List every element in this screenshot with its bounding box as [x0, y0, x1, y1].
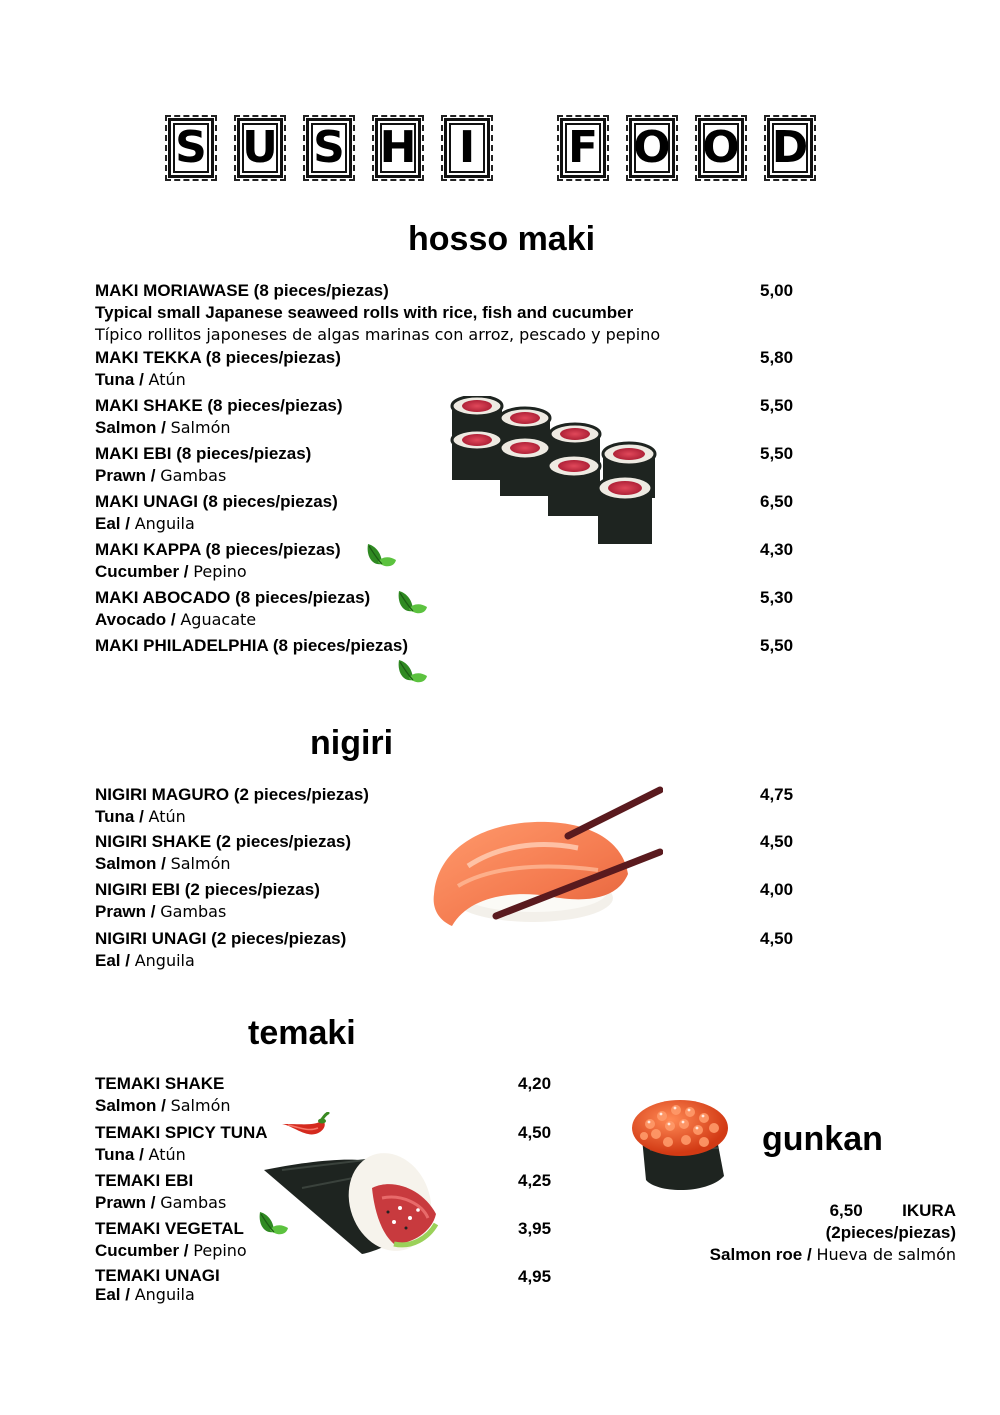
title-letter: D [767, 118, 813, 178]
item-name: TEMAKI EBI [95, 1171, 194, 1190]
item-price: 4,30 [760, 540, 794, 559]
item-price: 5,00 [760, 281, 794, 300]
maki-rolls-image [448, 396, 663, 556]
item-desc-es: Salmón [170, 1096, 231, 1115]
section-heading-temaki: temaki [248, 1014, 356, 1052]
item-price: 6,50 [760, 492, 794, 511]
nigiri-chopsticks-image [428, 786, 663, 931]
item-desc-es: Típico rollitos japoneses de algas marinas con arroz, pescado y pepino [95, 325, 661, 344]
item-price: 4,50 [760, 929, 794, 948]
item-desc-en: Salmon / [95, 854, 166, 873]
item-desc-es: Anguila [134, 514, 195, 533]
title-letter: O [698, 118, 744, 178]
item-name: NIGIRI EBI (2 pieces/piezas) [95, 880, 320, 899]
item-price: 5,50 [760, 444, 794, 463]
menu-item [95, 347, 815, 391]
item-name: NIGIRI SHAKE (2 pieces/piezas) [95, 832, 352, 851]
item-price: 5,50 [760, 636, 794, 655]
item-name: MAKI ABOCADO (8 pieces/piezas) [95, 588, 371, 607]
item-desc-en: Salmon roe / [709, 1245, 812, 1264]
item-name: TEMAKI VEGETAL [95, 1219, 244, 1238]
vegetarian-leaf-icon [395, 656, 429, 686]
title-letter: I [444, 118, 490, 178]
item-desc-es: Gambas [160, 466, 227, 485]
item-price: 5,80 [760, 348, 794, 367]
item-desc-es: Pepino [193, 562, 247, 581]
menu-item [95, 587, 815, 631]
item-name: TEMAKI SHAKE [95, 1074, 225, 1093]
menu-item [95, 1073, 555, 1117]
item-desc-en: Prawn / [95, 902, 156, 921]
item-price: 4,20 [518, 1074, 552, 1093]
item-name: MAKI MORIAWASE (8 pieces/piezas) [95, 281, 389, 300]
item-price: 4,95 [518, 1267, 552, 1286]
item-price: 6,50 [829, 1201, 863, 1220]
item-name: MAKI TEKKA (8 pieces/piezas) [95, 348, 341, 367]
item-desc-es: Gambas [160, 902, 227, 921]
item-desc-en: Salmon / [95, 1096, 166, 1115]
item-desc-en: Cucumber / [95, 562, 189, 581]
gunkan-ikura-image [628, 1094, 730, 1194]
item-desc-es: Hueva de salmón [816, 1245, 956, 1264]
title-letter: F [560, 118, 606, 178]
item-desc-en: Typical small Japanese seaweed rolls with rice, fish and cucumber [95, 303, 634, 322]
item-desc-en: Eal / [95, 514, 130, 533]
item-desc-es: Pepino [193, 1241, 247, 1260]
gunkan-item [710, 1200, 956, 1266]
menu-item [95, 928, 815, 972]
section-heading-nigiri: nigiri [310, 724, 394, 762]
item-pieces: (2pieces/piezas) [825, 1223, 956, 1242]
item-desc-en: Cucumber / [95, 1241, 189, 1260]
title-letter: S [306, 118, 352, 178]
item-desc-en: Tuna / [95, 1145, 144, 1164]
menu-item [95, 1266, 555, 1304]
item-desc-en: Avocado / [95, 610, 176, 629]
item-price: 4,50 [518, 1123, 552, 1142]
item-desc-en: Tuna / [95, 807, 144, 826]
title-letter: H [375, 118, 421, 178]
item-price: 4,25 [518, 1171, 552, 1190]
item-desc-es: Atún [148, 807, 186, 826]
item-price: 4,00 [760, 880, 794, 899]
item-desc-es: Aguacate [180, 610, 257, 629]
item-desc-es: Gambas [160, 1193, 227, 1212]
vegetarian-leaf-icon [364, 540, 398, 570]
spicy-chili-icon [280, 1112, 332, 1142]
item-desc-es: Atún [148, 370, 186, 389]
item-desc-es: Anguila [134, 1285, 195, 1304]
item-desc-es: Anguila [134, 951, 195, 970]
item-name: TEMAKI UNAGI [95, 1266, 220, 1285]
item-name: IKURA [902, 1201, 956, 1220]
item-name: MAKI KAPPA (8 pieces/piezas) [95, 540, 341, 559]
item-price: 4,75 [760, 785, 794, 804]
item-name: MAKI PHILADELPHIA (8 pieces/piezas) [95, 636, 408, 655]
vegetarian-leaf-icon [395, 587, 429, 617]
menu-title [0, 118, 1000, 186]
item-name: MAKI UNAGI (8 pieces/piezas) [95, 492, 338, 511]
item-name: NIGIRI UNAGI (2 pieces/piezas) [95, 929, 347, 948]
title-letter: U [237, 118, 283, 178]
temaki-cone-image [262, 1148, 442, 1258]
item-name: MAKI EBI (8 pieces/piezas) [95, 444, 312, 463]
item-price: 5,30 [760, 588, 794, 607]
item-price: 5,50 [760, 396, 794, 415]
item-name: TEMAKI SPICY TUNA [95, 1123, 268, 1142]
item-name: MAKI SHAKE (8 pieces/piezas) [95, 396, 343, 415]
menu-item [95, 635, 815, 657]
item-desc-en: Eal / [95, 1285, 130, 1304]
menu-item [95, 280, 815, 346]
section-heading-hosso-maki: hosso maki [408, 220, 596, 258]
item-desc-es: Atún [148, 1145, 186, 1164]
item-price: 4,50 [760, 832, 794, 851]
section-heading-gunkan: gunkan [762, 1120, 883, 1158]
item-desc-es: Salmón [170, 418, 231, 437]
item-name: NIGIRI MAGURO (2 pieces/piezas) [95, 785, 369, 804]
item-desc-en: Salmon / [95, 418, 166, 437]
item-price: 3,95 [518, 1219, 552, 1238]
title-letter: O [629, 118, 675, 178]
item-desc-en: Eal / [95, 951, 130, 970]
item-desc-en: Tuna / [95, 370, 144, 389]
title-letter: S [168, 118, 214, 178]
item-desc-en: Prawn / [95, 1193, 156, 1212]
item-desc-es: Salmón [170, 854, 231, 873]
item-desc-en: Prawn / [95, 466, 156, 485]
